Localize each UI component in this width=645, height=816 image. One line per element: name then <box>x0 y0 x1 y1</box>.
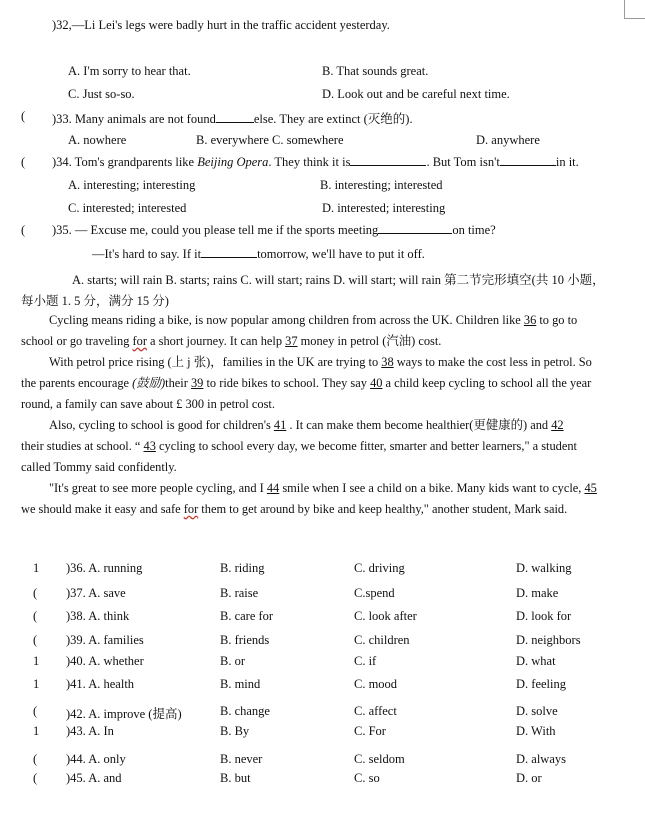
passage-text: money in petrol (汽油) cost. <box>297 334 442 348</box>
option-row-paren: ( <box>33 704 38 718</box>
passage-line <box>21 331 625 352</box>
passage-text: Also, cycling to school is good for children's <box>49 418 274 432</box>
q35-stem-pre: )35. — Excuse me, could you please tell me if the sports meeting <box>52 223 379 237</box>
option-a: )45. A. and <box>66 771 122 785</box>
q34-stem-mid2: . But Tom isn't <box>426 155 500 169</box>
option-c: C.spend <box>354 586 395 600</box>
option-c: C. mood <box>354 677 398 691</box>
q33-paren: ( <box>21 109 26 123</box>
spell-flag-word: for <box>183 502 199 516</box>
passage-text: we should make it easy and safe <box>21 502 184 516</box>
q32-stem: )32,—Li Lei's legs were badly hurt in the traffic accident yesterday. <box>52 18 390 32</box>
option-a: )38. A. think <box>66 609 130 623</box>
passage-line <box>21 457 625 478</box>
option-c: C. For <box>354 724 386 738</box>
blank-37: 37 <box>285 334 298 348</box>
passage-line <box>21 373 625 394</box>
q34-stem-pre: )34. Tom's grandparents like <box>52 155 198 169</box>
blank-40: 40 <box>370 376 383 390</box>
q34-stem-italic: Beijing Opera <box>197 155 269 169</box>
option-d: D. neighbors <box>516 633 581 647</box>
q33-blank <box>216 112 254 123</box>
blank-36: 36 <box>523 313 537 327</box>
option-row-paren: ( <box>33 771 38 785</box>
option-d: D. walking <box>516 561 572 575</box>
option-b: B. By <box>220 724 250 738</box>
q32-option-b: B. That sounds great. <box>322 64 429 78</box>
passage-text: called Tommy said confidently. <box>21 460 177 474</box>
passage-text: Cycling means riding a bike, is now popular among children from across the UK. Children like <box>49 313 524 327</box>
passage-text: "It's great to see more people cycling, and I <box>49 481 267 495</box>
passage-text: a child keep cycling to school all the year <box>382 376 592 390</box>
option-d: D. solve <box>516 704 558 718</box>
option-row-paren: 1 <box>33 561 40 575</box>
option-b: B. mind <box>220 677 261 691</box>
option-row-paren: 1 <box>33 654 40 668</box>
option-a: )37. A. save <box>66 586 126 600</box>
passage-text: cycling to school every day, we become fitter, smarter and better learners," a student <box>155 439 577 453</box>
q34-paren: ( <box>21 155 26 169</box>
q35-blank-1 <box>378 223 452 234</box>
option-c: C. if <box>354 654 377 668</box>
passage-line <box>21 415 625 436</box>
q33-stem-pre: )33. Many animals are not found <box>52 112 216 126</box>
q35-stem-post: on time? <box>452 223 496 237</box>
option-a: )44. A. only <box>66 752 126 766</box>
passage-line <box>21 478 625 499</box>
option-a: )43. A. In <box>66 724 114 738</box>
option-b: B. change <box>220 704 270 718</box>
q35-options-line2: 每小题 1. 5 分，满分 15 分) <box>21 294 169 308</box>
q35-reply-pre: —It's hard to say. If it <box>92 247 202 261</box>
blank-44: 44 <box>266 481 280 495</box>
option-d: D. what <box>516 654 556 668</box>
option-d: D. make <box>516 586 559 600</box>
cloze-passage <box>21 310 625 520</box>
passage-line <box>21 394 625 415</box>
option-row-paren: ( <box>33 586 38 600</box>
page-corner-mark <box>624 0 645 19</box>
q35-reply-post: tomorrow, we'll have to put it off. <box>257 247 425 261</box>
option-row-paren: 1 <box>33 724 40 738</box>
q33-option-d: D. anywhere <box>476 133 540 147</box>
q34-stem <box>52 155 579 170</box>
q32-option-c: C. Just so-so. <box>68 87 135 101</box>
option-d: D. feeling <box>516 677 566 691</box>
passage-text: school or go traveling <box>21 334 133 348</box>
option-row-paren: 1 <box>33 677 40 691</box>
option-b: B. friends <box>220 633 270 647</box>
passage-text: smile when I see a child on a bike. Many kids want to cycle, <box>279 481 585 495</box>
blank-41: 41 <box>273 418 287 432</box>
option-row-paren: ( <box>33 633 38 647</box>
q35-reply <box>92 247 425 262</box>
q33-option-a: A. nowhere <box>68 133 127 147</box>
q35-options-line1: A. starts; will rain B. starts; rains C. will start; rains D. will start; will rain 第二节完形填空(共 10 小题， <box>72 273 605 287</box>
option-c: C. so <box>354 771 380 785</box>
q34-blank-1 <box>350 155 426 166</box>
passage-text: . It can make them become healthier(更健康的) and <box>286 418 552 432</box>
spell-flag-word: for <box>132 334 147 348</box>
blank-42: 42 <box>551 418 564 432</box>
passage-text: ways to make the cost less in petrol. So <box>393 355 592 369</box>
passage-line <box>21 310 625 331</box>
option-b: B. or <box>220 654 245 668</box>
q34-stem-post: in it. <box>555 155 579 169</box>
option-b: B. care for <box>220 609 274 623</box>
passage-text: the parents encourage <box>21 376 133 390</box>
passage-line <box>21 436 625 457</box>
option-row-paren: ( <box>33 752 38 766</box>
q35-paren: ( <box>21 223 26 237</box>
option-c: C. seldom <box>354 752 405 766</box>
blank-45: 45 <box>584 481 597 495</box>
passage-text: their studies at school. “ <box>21 439 144 453</box>
option-c: C. look after <box>354 609 417 623</box>
option-a: )36. A. running <box>66 561 143 575</box>
option-b: B. but <box>220 771 251 785</box>
option-d: D. always <box>516 752 566 766</box>
q34-stem-mid: . They think it is <box>268 155 351 169</box>
option-c: C. driving <box>354 561 405 575</box>
passage-line <box>21 352 625 373</box>
q34-option-d: D. interested; interesting <box>322 201 446 215</box>
option-c: C. children <box>354 633 410 647</box>
passage-text: to go to <box>536 313 578 327</box>
q35-stem <box>52 223 496 238</box>
option-d: D. look for <box>516 609 572 623</box>
passage-text: a short journey. It can help <box>146 334 286 348</box>
passage-text: With petrol price rising (上 j 张)，families in the UK are trying to <box>49 355 382 369</box>
option-b: B. raise <box>220 586 259 600</box>
q32-option-d: D. Look out and be careful next time. <box>322 87 510 101</box>
option-b: B. riding <box>220 561 265 575</box>
option-a: )42. A. improve (提高) <box>66 707 182 721</box>
option-a: )41. A. health <box>66 677 135 691</box>
option-row-paren: ( <box>33 609 38 623</box>
blank-38: 38 <box>381 355 394 369</box>
q34-option-c: C. interested; interested <box>68 201 187 215</box>
passage-text: to ride bikes to school. They say <box>203 376 371 390</box>
q33-stem <box>52 109 413 127</box>
option-b: B. never <box>220 752 263 766</box>
option-a: )39. A. families <box>66 633 144 647</box>
passage-line <box>21 499 625 520</box>
q33-stem-post: else. They are extinct (灭绝的). <box>253 112 413 126</box>
passage-text: them to get around by bike and keep healthy," another student, Mark said. <box>198 502 568 516</box>
q34-blank-2 <box>500 155 556 166</box>
passage-text-italic: (鼓励) <box>132 376 166 390</box>
option-d: D. With <box>516 724 556 738</box>
q35-blank-2 <box>201 247 257 258</box>
q34-option-b: B. interesting; interested <box>320 178 443 192</box>
option-a: )40. A. whether <box>66 654 144 668</box>
blank-39: 39 <box>190 376 204 390</box>
q33-option-bc: B. everywhere C. somewhere <box>196 133 344 147</box>
option-c: C. affect <box>354 704 397 718</box>
q32-option-a: A. I'm sorry to hear that. <box>68 64 191 78</box>
passage-text: their <box>165 376 191 390</box>
option-d: D. or <box>516 771 542 785</box>
q34-option-a: A. interesting; interesting <box>68 178 196 192</box>
passage-text: round, a family can save about £ 300 in petrol cost. <box>21 397 275 411</box>
blank-43: 43 <box>143 439 156 453</box>
